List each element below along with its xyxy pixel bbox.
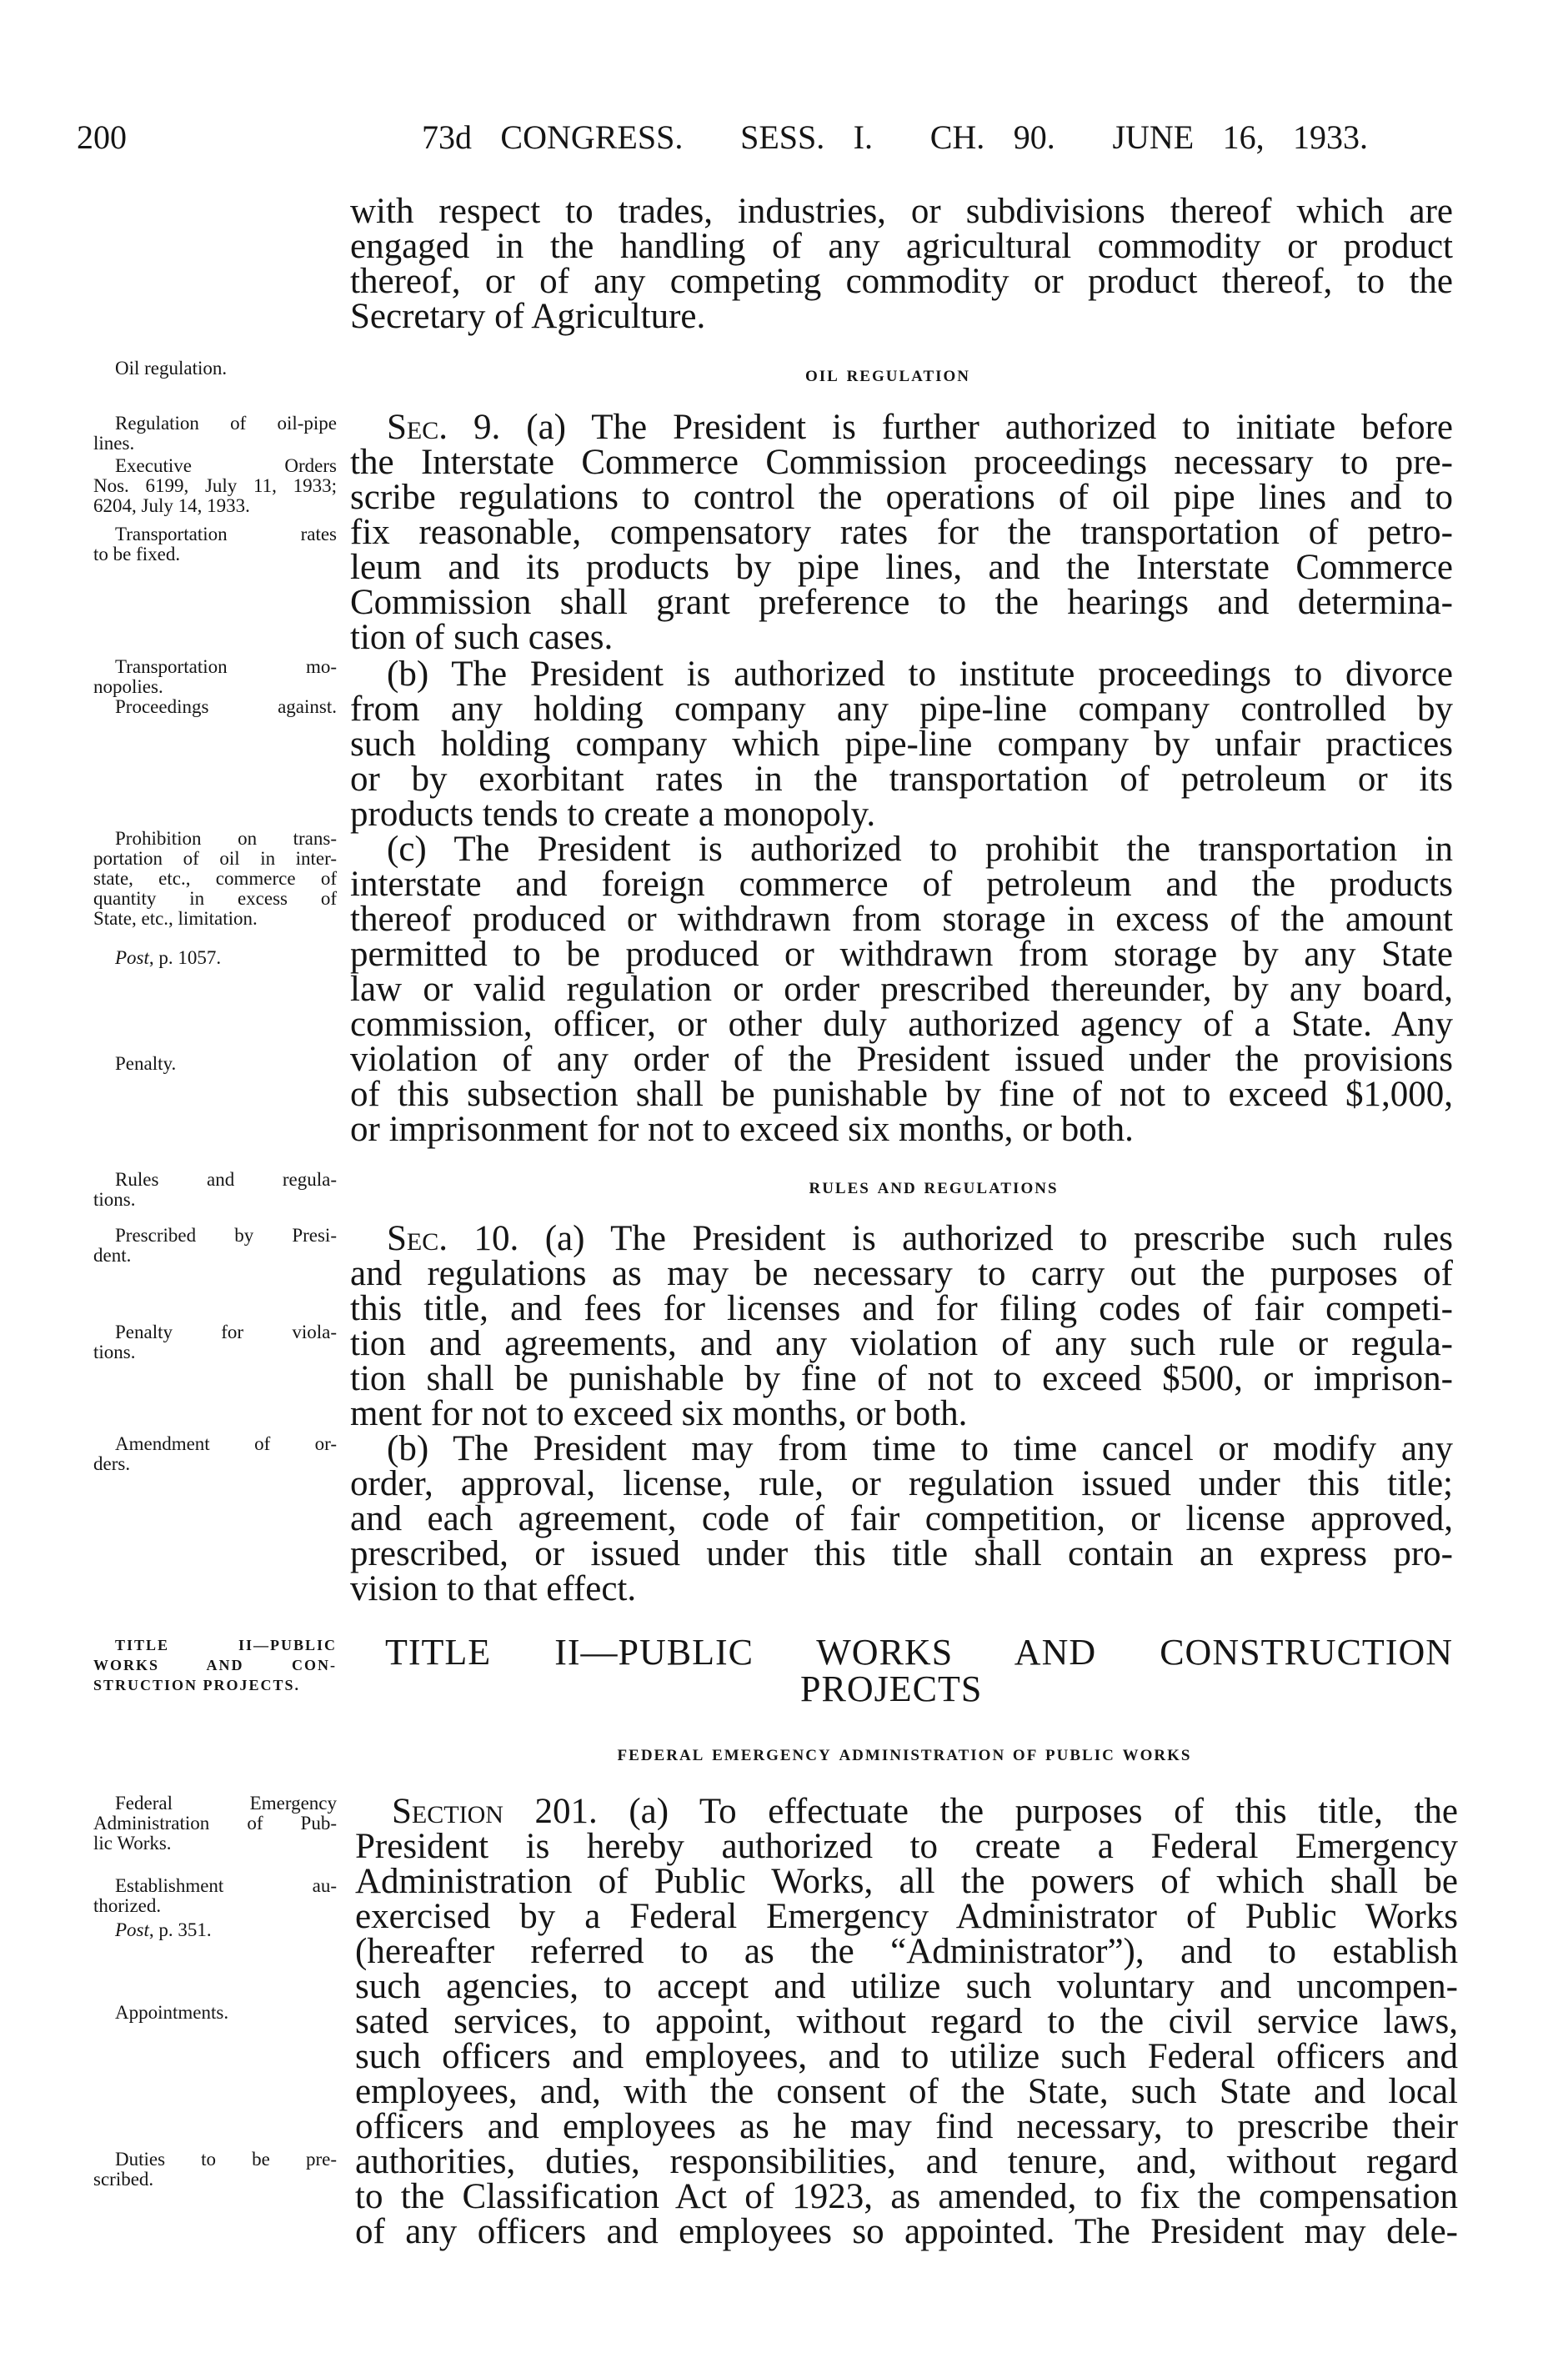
margin-note-line: Proceedings against. <box>115 696 337 717</box>
margin-note-line: Executive Orders <box>115 455 337 476</box>
page-number: 200 <box>77 118 127 156</box>
margin-note-penalty-violations <box>93 1322 337 1362</box>
text-line: ment for not to exceed six months, or both. <box>350 1394 968 1433</box>
text-line: such officers and employees, and to utilize such Federal officers and <box>355 2037 1458 2076</box>
continued-paragraph <box>350 194 1453 334</box>
margin-note-transportation-rates <box>93 524 337 564</box>
text-line: of any officers and employees so appointed. The President may dele- <box>355 2212 1458 2251</box>
margin-note-pipe-lines <box>93 414 337 454</box>
margin-note-line: Rules and regula- <box>115 1169 337 1190</box>
text-line: products tends to create a monopoly. <box>350 795 876 834</box>
post-italic: Post <box>115 1919 149 1940</box>
text-line: sated services, to appoint, without regard to the civil service laws, <box>355 2002 1458 2041</box>
text-line <box>350 410 1453 445</box>
text-line: fix reasonable, compensatory rates for the transportation of petro- <box>350 513 1453 552</box>
text-line: permitted to be produced or withdrawn from storage by any State <box>350 935 1453 974</box>
margin-note-proceedings-against <box>93 697 337 717</box>
section-10b-paragraph <box>350 1429 1453 1608</box>
heading-rules-and-regulations: rules and regulations <box>809 1173 1059 1198</box>
text-line: exercised by a Federal Emergency Administrator of Public Works <box>355 1897 1458 1936</box>
margin-note-line: WORKS AND CON- <box>93 1657 337 1673</box>
text-line: (b) The President may from time to time cancel or modify any <box>387 1429 1453 1468</box>
line-text: 10. (a) The President is authorized to prescribe such rules <box>448 1219 1453 1258</box>
margin-note-line: Transportation mo- <box>115 656 337 677</box>
margin-note-appointments <box>93 2003 337 2023</box>
text-line: scribe regulations to control the operations of oil pipe lines and to <box>350 478 1453 517</box>
title-ii-heading: TITLE II—PUBLIC WORKS AND CONSTRUCTION <box>385 1632 1453 1673</box>
post-italic: Post <box>115 947 149 968</box>
margin-note-oil-regulation <box>93 359 337 379</box>
margin-note-line: 6204, July 14, 1933. <box>93 495 250 516</box>
text-line: tion shall be punishable by fine of not to exceed $500, or imprison- <box>350 1359 1453 1398</box>
text-line: order, approval, license, rule, or regulation issued under this title; <box>350 1464 1453 1503</box>
text-line: Secretary of Agriculture. <box>350 297 706 336</box>
margin-note-title-ii <box>93 1635 337 1695</box>
margin-note-line: nopolies. <box>93 676 163 697</box>
text-line: law or valid regulation or order prescribed thereunder, by any board, <box>350 970 1453 1009</box>
section-label: Sec. <box>387 408 448 447</box>
margin-note-line: Regulation of oil-pipe <box>115 413 337 434</box>
margin-note-line: Amendment of or- <box>115 1433 337 1454</box>
margin-note-line: quantity in excess of <box>93 888 337 909</box>
section-9b-paragraph <box>350 657 1453 832</box>
text-line: such holding company which pipe-line company by unfair practices <box>350 725 1453 764</box>
margin-note-post-351 <box>93 1920 337 1940</box>
margin-note-line: lines. <box>93 433 135 454</box>
text-line: (b) The President is authorized to institute proceedings to divorce <box>387 655 1453 694</box>
margin-note-line: Transportation rates <box>115 524 337 544</box>
text-line: authorities, duties, responsibilities, and tenure, and, without regard <box>355 2142 1458 2181</box>
margin-note-duties <box>93 2150 337 2190</box>
text-line: engaged in the handling of any agricultural commodity or product <box>350 227 1453 266</box>
post-page-ref: , p. 351. <box>148 1919 212 1940</box>
margin-note-line: tions. <box>93 1342 136 1362</box>
margin-note-executive-orders <box>93 456 337 516</box>
margin-note-line: Federal Emergency <box>115 1793 337 1814</box>
text-line: (c) The President is authorized to prohibit the transportation in <box>387 830 1453 869</box>
margin-note-line: state, etc., commerce of <box>93 868 337 889</box>
margin-note-line: Penalty. <box>115 1053 177 1074</box>
text-line: the Interstate Commerce Commission proceedings necessary to pre- <box>350 443 1453 482</box>
text-line: thereof, or of any competing commodity or product thereof, to the <box>350 262 1453 301</box>
text-line: of this subsection shall be punishable by fine of not to exceed $1,000, <box>350 1075 1453 1114</box>
text-line: or by exorbitant rates in the transportation of petroleum or its <box>350 760 1453 799</box>
text-line: commission, officer, or other duly authorized agency of a State. Any <box>350 1005 1453 1044</box>
margin-note-line: scribed. <box>93 2169 154 2190</box>
margin-note-prohibition <box>93 829 337 929</box>
text-line: President is hereby authorized to create a Federal Emergency <box>355 1827 1458 1866</box>
text-line: and each agreement, code of fair competition, or license approved, <box>350 1499 1453 1538</box>
margin-note-establishment <box>93 1876 337 1916</box>
text-line: such agencies, to accept and utilize such voluntary and uncompen- <box>355 1967 1458 2006</box>
text-line: tion and agreements, and any violation of any such rule or regula- <box>350 1324 1453 1363</box>
margin-note-prescribed <box>93 1226 337 1266</box>
text-line: with respect to trades, industries, or subdivisions thereof which are <box>350 192 1453 231</box>
margin-note-line: portation of oil in inter- <box>93 848 337 869</box>
margin-note-penalty <box>93 1054 337 1074</box>
text-line <box>355 1794 1458 1829</box>
text-line: Commission shall grant preference to the hearings and determina- <box>350 583 1453 622</box>
heading-federal-emergency-administration: federal emergency administration of public works <box>617 1740 1192 1765</box>
text-line: leum and its products by pipe lines, and the Interstate Commerce <box>350 548 1453 587</box>
text-line: officers and employees as he may find necessary, to prescribe their <box>355 2107 1458 2146</box>
text-line: and regulations as may be necessary to carry out the purposes of <box>350 1254 1453 1293</box>
margin-note-line: Prohibition on trans- <box>115 828 337 849</box>
margin-note-line: lic Works. <box>93 1833 172 1854</box>
margin-note-line: Oil regulation. <box>115 358 228 379</box>
margin-note-line: dent. <box>93 1245 132 1266</box>
section-201-paragraph <box>355 1794 1458 2250</box>
text-line: prescribed, or issued under this title shall contain an express pro- <box>350 1534 1453 1573</box>
text-line: violation of any order of the President issued under the provisions <box>350 1040 1453 1079</box>
margin-note-line: Duties to be pre- <box>115 2149 337 2170</box>
margin-note-line: Establishment au- <box>115 1875 337 1896</box>
text-line: Administration of Public Works, all the powers of which shall be <box>355 1862 1458 1901</box>
margin-note-line: to be fixed. <box>93 544 181 564</box>
margin-note-amendment <box>93 1434 337 1474</box>
margin-note-line: State, etc., limitation. <box>93 908 258 929</box>
margin-note-line: Nos. 6199, July 11, 1933; <box>93 475 337 496</box>
margin-note-line: tions. <box>93 1189 136 1210</box>
text-line: from any holding company any pipe-line company controlled by <box>350 690 1453 729</box>
margin-note-line: ders. <box>93 1453 131 1474</box>
margin-note-rules <box>93 1170 337 1210</box>
section-9a-paragraph <box>350 410 1453 655</box>
margin-note-line: Administration of Pub- <box>93 1813 337 1834</box>
margin-note-line: thorized. <box>93 1895 162 1916</box>
text-line: this title, and fees for licenses and for filing codes of fair competi- <box>350 1289 1453 1328</box>
margin-note-line: TITLE II—PUBLIC <box>115 1637 337 1653</box>
margin-note-line: Prescribed by Presi- <box>115 1225 337 1246</box>
section-9c-paragraph <box>350 832 1453 1147</box>
text-line: tion of such cases. <box>350 618 614 657</box>
text-line: vision to that effect. <box>350 1569 637 1608</box>
text-line: employees, and, with the consent of the State, such State and local <box>355 2072 1458 2111</box>
line-text: 9. (a) The President is further authorized to initiate before <box>448 408 1453 447</box>
text-line: or imprisonment for not to exceed six months, or both. <box>350 1110 1134 1149</box>
text-line: (hereafter referred to as the “Administrator”), and to establish <box>355 1932 1458 1971</box>
running-title: 73d CONGRESS. SESS. I. CH. 90. JUNE 16, 1933. <box>422 118 1368 156</box>
section-label: Section <box>392 1792 503 1831</box>
margin-note-line: Penalty for viola- <box>115 1322 337 1342</box>
text-line <box>350 1219 1453 1258</box>
section-label: Sec. <box>387 1219 448 1258</box>
section-10a-paragraph <box>350 1219 1453 1433</box>
line-text: 201. (a) To effectuate the purposes of this title, the <box>503 1792 1458 1831</box>
margin-note-line: STRUCTION PROJECTS. <box>93 1677 301 1693</box>
margin-note-federal-emergency <box>93 1794 337 1854</box>
text-line: thereof produced or withdrawn from storage in excess of the amount <box>350 900 1453 939</box>
post-page-ref: , p. 1057. <box>148 947 222 968</box>
margin-note-post-1057 <box>93 948 337 968</box>
heading-oil-regulation: oil regulation <box>804 361 971 386</box>
text-line: to the Classification Act of 1923, as amended, to fix the compensation <box>355 2177 1458 2216</box>
title-ii-heading-line2: PROJECTS <box>800 1668 983 1709</box>
margin-note-line: Appointments. <box>115 2002 229 2023</box>
margin-note-transportation-monopolies <box>93 657 337 697</box>
text-line: interstate and foreign commerce of petroleum and the products <box>350 865 1453 904</box>
